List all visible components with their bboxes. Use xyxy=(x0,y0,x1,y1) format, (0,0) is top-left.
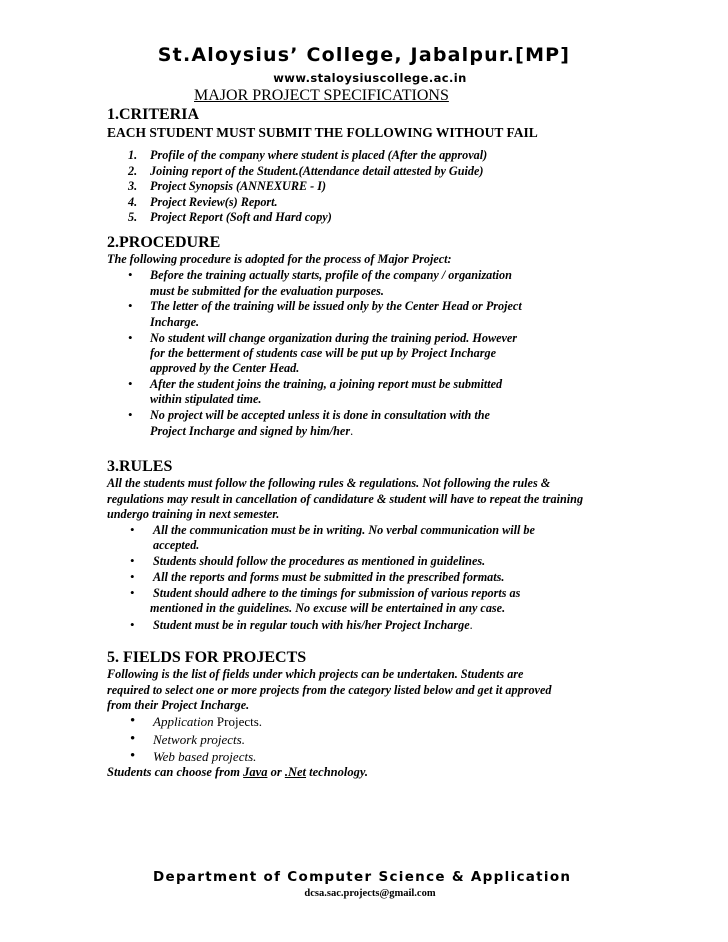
document-title: MAJOR PROJECT SPECIFICATIONS xyxy=(194,87,449,104)
item-text: All the reports and forms must be submitted in the prescribed formats. xyxy=(153,570,505,584)
item-number: 3. xyxy=(128,179,138,193)
item-text xyxy=(153,618,473,633)
rules-intro: undergo training in next semester. xyxy=(107,507,280,521)
procedure-heading: 2.PROCEDURE xyxy=(107,234,221,251)
item-text-part: Student must be in regular touch with his/her Project Incharge xyxy=(153,618,470,632)
rules-intro: All the students must follow the following rules & regulations. Not following the rules & xyxy=(107,476,551,490)
rules-heading: 3.RULES xyxy=(107,458,173,475)
closing-text: or xyxy=(267,765,285,779)
fields-intro: required to select one or more projects from the category listed below and get it approved xyxy=(107,683,552,697)
contact-email: dcsa.sac.projects@gmail.com xyxy=(304,888,436,899)
rules-intro: regulations may result in cancellation of candidature & student will have to repeat the training xyxy=(107,492,584,506)
item-text-part: . xyxy=(469,618,473,632)
bullet-icon xyxy=(130,731,135,748)
bullet-icon xyxy=(130,748,135,765)
item-text-part: Project Incharge and signed by him/her xyxy=(150,424,351,438)
item-text: Before the training actually starts, profile of the company / organization xyxy=(150,268,512,282)
item-text: Profile of the company where student is placed (After the approval) xyxy=(150,148,488,162)
item-text-cont: Incharge. xyxy=(150,315,200,329)
item-text-part: Projects. xyxy=(216,714,263,729)
item-text: Web based projects. xyxy=(153,749,257,764)
item-text-part: . xyxy=(350,424,354,438)
item-number: 1. xyxy=(128,148,138,162)
bullet-icon xyxy=(130,553,135,569)
item-text: No project will be accepted unless it is done in consultation with the xyxy=(150,408,490,422)
item-text: No student will change organization during the training period. However xyxy=(150,331,518,345)
item-text: Project Report (Soft and Hard copy) xyxy=(150,210,332,224)
item-text: Student should adhere to the timings for submission of various reports as xyxy=(153,586,521,600)
college-website: www.staloysiuscollege.ac.in xyxy=(273,71,467,85)
criteria-intro: EACH STUDENT MUST SUBMIT THE FOLLOWING WITHOUT FAIL xyxy=(107,125,538,140)
fields-intro: from their Project Incharge. xyxy=(107,698,250,712)
item-text: Project Review(s) Report. xyxy=(150,195,278,209)
bullet-icon xyxy=(130,569,135,585)
bullet-icon xyxy=(130,585,135,601)
item-text-part: Application xyxy=(153,714,217,729)
item-text: The letter of the training will be issued only by the Center Head or Project xyxy=(150,299,522,313)
closing-text: technology. xyxy=(306,765,369,779)
bullet-icon xyxy=(128,407,133,423)
bullet-icon xyxy=(130,713,135,730)
item-number: 4. xyxy=(128,195,138,209)
item-text xyxy=(153,714,262,730)
procedure-intro: The following procedure is adopted for the process of Major Project: xyxy=(107,252,452,266)
bullet-icon xyxy=(128,376,133,392)
java-link: Java xyxy=(243,765,268,779)
item-text: Network projects. xyxy=(153,732,245,747)
item-text-cont: within stipulated time. xyxy=(150,392,262,406)
college-name: St.Aloysius’ College, Jabalpur.[MP] xyxy=(157,44,571,66)
bullet-icon xyxy=(130,617,135,633)
bullet-icon xyxy=(128,298,133,314)
bullet-icon xyxy=(128,330,133,346)
fields-heading: 5. FIELDS FOR PROJECTS xyxy=(107,649,307,666)
item-text-cont xyxy=(150,424,353,439)
item-number: 2. xyxy=(128,164,138,178)
item-text: Joining report of the Student.(Attendance detail attested by Guide) xyxy=(150,164,484,178)
dotnet-link: .Net xyxy=(284,765,307,779)
item-text-cont: approved by the Center Head. xyxy=(150,361,300,375)
fields-closing xyxy=(107,765,368,781)
item-text-cont: mentioned in the guidelines. No excuse will be entertained in any case. xyxy=(150,601,506,615)
item-text-cont: must be submitted for the evaluation purposes. xyxy=(150,284,384,298)
item-text-cont: for the betterment of students case will be put up by Project Incharge xyxy=(150,346,496,360)
closing-text: Students can choose from xyxy=(107,765,244,779)
item-number: 5. xyxy=(128,210,138,224)
item-text: Students should follow the procedures as mentioned in guidelines. xyxy=(153,554,486,568)
item-text-cont: accepted. xyxy=(153,538,200,552)
department-name: Department of Computer Science & Application xyxy=(153,869,572,885)
bullet-icon xyxy=(130,522,135,538)
fields-intro: Following is the list of fields under which projects can be undertaken. Students are xyxy=(107,667,524,681)
item-text: After the student joins the training, a joining report must be submitted xyxy=(150,377,503,391)
criteria-heading: 1.CRITERIA xyxy=(107,106,200,123)
item-text: All the communication must be in writing. No verbal communication will be xyxy=(153,523,535,537)
bullet-icon xyxy=(128,267,133,283)
item-text: Project Synopsis (ANNEXURE - I) xyxy=(150,179,327,193)
